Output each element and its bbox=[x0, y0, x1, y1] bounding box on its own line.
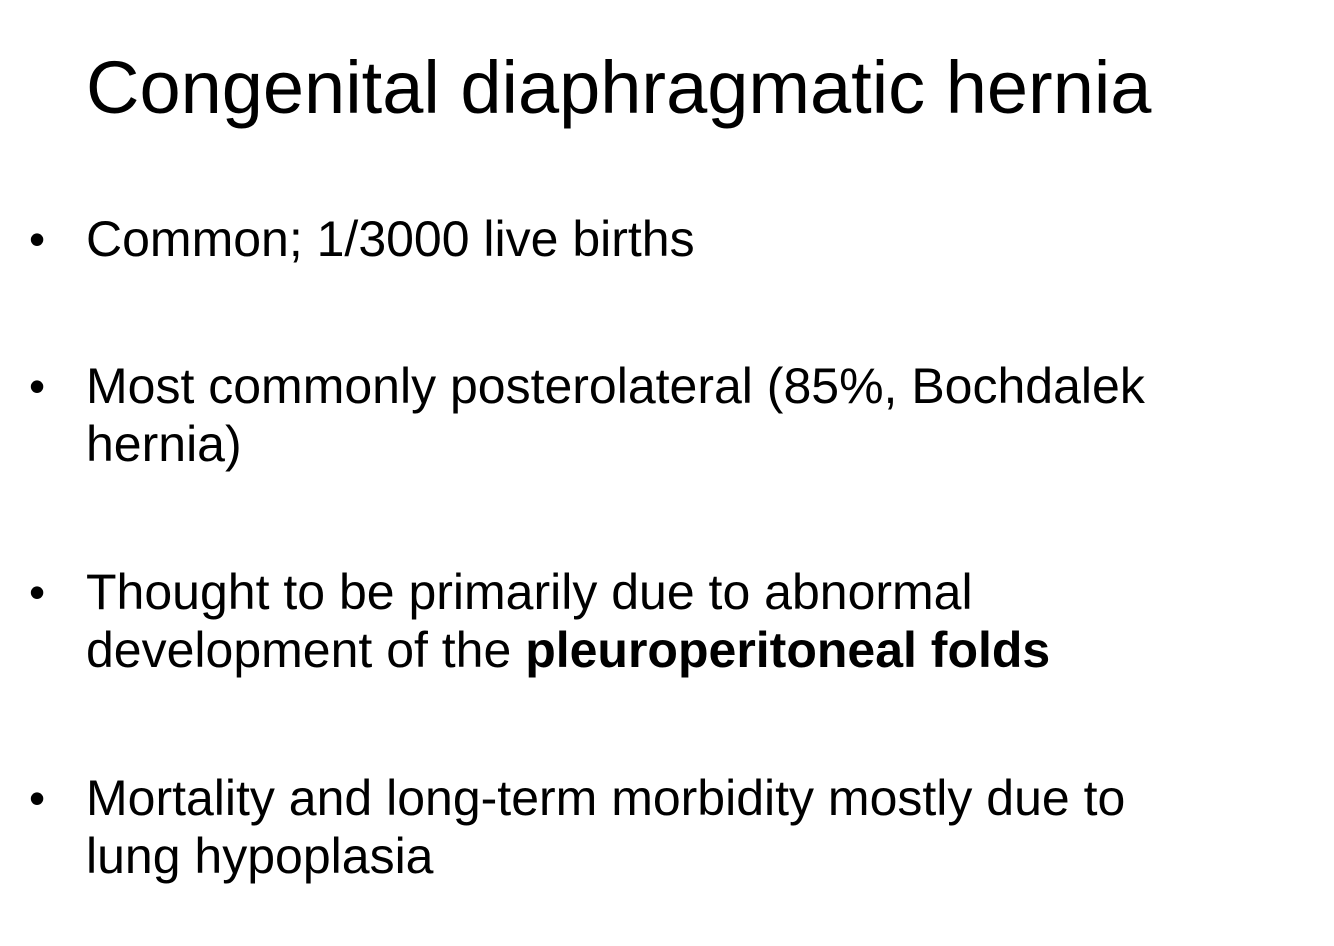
bullet-line-bold-term: pleuroperitoneal folds bbox=[525, 622, 1051, 678]
bullet-text bbox=[86, 357, 1316, 473]
bullet-text bbox=[86, 769, 1316, 885]
bullet-line: Common; 1/3000 live births bbox=[86, 211, 695, 267]
bullet-line: hernia) bbox=[86, 416, 242, 472]
bullet-dot-icon: • bbox=[29, 213, 46, 265]
bullet-line: Thought to be primarily due to abnormal bbox=[86, 564, 973, 620]
bullet-text bbox=[86, 563, 1316, 679]
bullet-dot-icon: • bbox=[29, 360, 46, 412]
bullet-dot-icon: • bbox=[29, 566, 46, 618]
bullet-line: Mortality and long-term morbidity mostly due to bbox=[86, 770, 1126, 826]
bullet-dot-icon: • bbox=[29, 772, 46, 824]
bullet-text bbox=[86, 210, 1316, 268]
slide-title: Congenital diaphragmatic hernia bbox=[86, 46, 1152, 129]
bullet-line: lung hypoplasia bbox=[86, 828, 434, 884]
bullet-line-plain: development of the bbox=[86, 622, 526, 678]
bullet-line: Most commonly posterolateral (85%, Bochdalek bbox=[86, 358, 1145, 414]
